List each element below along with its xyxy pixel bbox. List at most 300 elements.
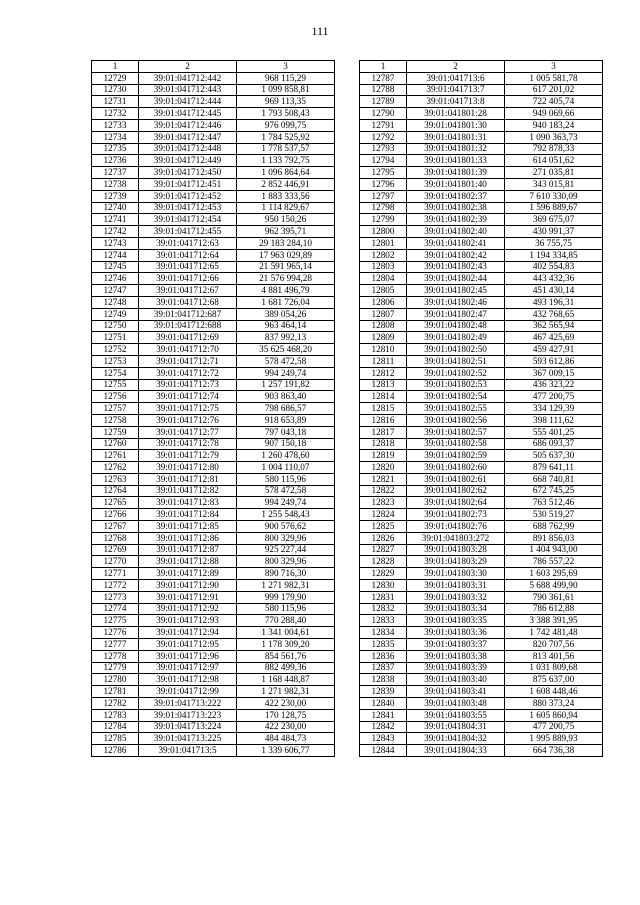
row-number-cell: 12787 xyxy=(360,72,407,84)
cadastral-number-cell: 39:01:041712:71 xyxy=(139,355,237,367)
table-header-row xyxy=(360,61,603,73)
row-number-cell: 12784 xyxy=(92,721,139,733)
cadastral-number-cell: 39:01:041803:37 xyxy=(407,639,505,651)
row-number-cell: 12806 xyxy=(360,296,407,308)
table-row xyxy=(360,131,603,143)
table-row xyxy=(360,426,603,438)
cadastral-value-cell: 7 610 330,09 xyxy=(505,190,603,202)
table-row xyxy=(360,568,603,580)
row-number-cell: 12836 xyxy=(360,650,407,662)
cadastral-value-cell: 1 090 363,73 xyxy=(505,131,603,143)
cadastral-value-cell: 800 329,96 xyxy=(237,532,335,544)
cadastral-number-cell: 39:01:041804:31 xyxy=(407,721,505,733)
table-header-row xyxy=(92,61,335,73)
row-number-cell: 12773 xyxy=(92,591,139,603)
cadastral-number-cell: 39:01:041712:85 xyxy=(139,521,237,533)
cadastral-number-cell: 39:01:041802:73 xyxy=(407,509,505,521)
row-number-cell: 12797 xyxy=(360,190,407,202)
cadastral-value-cell: 664 736,38 xyxy=(505,745,603,757)
cadastral-value-cell: 1 194 334,85 xyxy=(505,249,603,261)
cadastral-number-cell: 39:01:041802:48 xyxy=(407,320,505,332)
cadastral-value-cell: 770 288,40 xyxy=(237,615,335,627)
table-row xyxy=(92,450,335,462)
row-number-cell: 12733 xyxy=(92,119,139,131)
table-row xyxy=(92,698,335,710)
table-row xyxy=(360,367,603,379)
table-row xyxy=(360,662,603,674)
table-row xyxy=(360,580,603,592)
cadastral-number-cell: 39:01:041803:39 xyxy=(407,662,505,674)
cadastral-value-cell: 940 183,24 xyxy=(505,119,603,131)
table-row xyxy=(92,285,335,297)
table-row xyxy=(92,391,335,403)
row-number-cell: 12737 xyxy=(92,167,139,179)
table-row xyxy=(92,178,335,190)
cadastral-value-cell: 820 707,56 xyxy=(505,639,603,651)
table-row xyxy=(360,497,603,509)
cadastral-value-cell: 800 329,96 xyxy=(237,556,335,568)
table-body-left xyxy=(92,72,335,756)
table-row xyxy=(92,544,335,556)
cadastral-value-cell: 1 114 829,67 xyxy=(237,202,335,214)
cadastral-value-cell: 668 740,81 xyxy=(505,473,603,485)
page-number: 111 xyxy=(311,24,329,38)
cadastral-number-cell: 39:01:041712:72 xyxy=(139,367,237,379)
cadastral-value-cell: 903 863,40 xyxy=(237,391,335,403)
cadastral-number-cell: 39:01:041712:450 xyxy=(139,167,237,179)
cadastral-value-cell: 994 249,74 xyxy=(237,497,335,509)
row-number-cell: 12761 xyxy=(92,450,139,462)
cadastral-number-cell: 39:01:041712:67 xyxy=(139,285,237,297)
cadastral-value-cell: 969 113,35 xyxy=(237,96,335,108)
cadastral-value-cell: 1 005 581,78 xyxy=(505,72,603,84)
cadastral-value-cell: 1 099 858,81 xyxy=(237,84,335,96)
cadastral-number-cell: 39:01:041712:69 xyxy=(139,332,237,344)
cadastral-value-cell: 21 591 965,14 xyxy=(237,261,335,273)
cadastral-value-cell: 1 257 191,82 xyxy=(237,379,335,391)
cadastral-number-cell: 39:01:041712:76 xyxy=(139,414,237,426)
cadastral-value-cell: 1 339 606,77 xyxy=(237,745,335,757)
row-number-cell: 12823 xyxy=(360,497,407,509)
row-number-cell: 12814 xyxy=(360,391,407,403)
table-row xyxy=(92,155,335,167)
cadastral-number-cell: 39:01:041803:38 xyxy=(407,650,505,662)
cadastral-value-cell: 918 653,89 xyxy=(237,414,335,426)
cadastral-value-cell: 994 249,74 xyxy=(237,367,335,379)
row-number-cell: 12759 xyxy=(92,426,139,438)
cadastral-value-cell: 451 430,14 xyxy=(505,285,603,297)
row-number-cell: 12749 xyxy=(92,308,139,320)
cadastral-value-cell: 1 404 943,00 xyxy=(505,544,603,556)
table-row xyxy=(92,96,335,108)
row-number-cell: 12781 xyxy=(92,686,139,698)
cadastral-number-cell: 39:01:041712:448 xyxy=(139,143,237,155)
cadastral-value-cell: 1 260 478,60 xyxy=(237,450,335,462)
row-number-cell: 12828 xyxy=(360,556,407,568)
row-number-cell: 12765 xyxy=(92,497,139,509)
cadastral-value-cell: 1 608 448,46 xyxy=(505,686,603,698)
row-number-cell: 12750 xyxy=(92,320,139,332)
table-row xyxy=(92,745,335,757)
row-number-cell: 12790 xyxy=(360,108,407,120)
cadastral-value-cell: 882 499,36 xyxy=(237,662,335,674)
cadastral-value-cell: 976 099,75 xyxy=(237,119,335,131)
cadastral-value-cell: 436 323,22 xyxy=(505,379,603,391)
cadastral-number-cell: 39:01:041712:78 xyxy=(139,438,237,450)
table-row xyxy=(92,249,335,261)
cadastral-number-cell: 39:01:041712:444 xyxy=(139,96,237,108)
row-number-cell: 12741 xyxy=(92,214,139,226)
table-row xyxy=(360,521,603,533)
cadastral-number-cell: 39:01:041802:41 xyxy=(407,237,505,249)
cadastral-value-cell: 798 686,57 xyxy=(237,403,335,415)
table-row xyxy=(92,344,335,356)
row-number-cell: 12751 xyxy=(92,332,139,344)
cadastral-number-cell: 39:01:041801:33 xyxy=(407,155,505,167)
table-row xyxy=(92,332,335,344)
row-number-cell: 12736 xyxy=(92,155,139,167)
cadastral-value-cell: 617 201,02 xyxy=(505,84,603,96)
cadastral-value-cell: 593 612,86 xyxy=(505,355,603,367)
cadastral-value-cell: 5 688 499,90 xyxy=(505,580,603,592)
cadastral-number-cell: 39:01:041713:225 xyxy=(139,733,237,745)
row-number-cell: 12769 xyxy=(92,544,139,556)
row-number-cell: 12839 xyxy=(360,686,407,698)
cadastral-value-cell: 891 856,03 xyxy=(505,532,603,544)
cadastral-number-cell: 39:01:041713:222 xyxy=(139,698,237,710)
cadastral-number-cell: 39:01:041803:41 xyxy=(407,686,505,698)
cadastral-number-cell: 39:01:041713:224 xyxy=(139,721,237,733)
table-row xyxy=(360,603,603,615)
row-number-cell: 12830 xyxy=(360,580,407,592)
table-row xyxy=(92,627,335,639)
table-row xyxy=(92,131,335,143)
cadastral-number-cell: 39:01:041712:73 xyxy=(139,379,237,391)
cadastral-value-cell: 367 009,15 xyxy=(505,367,603,379)
row-number-cell: 12835 xyxy=(360,639,407,651)
cadastral-value-cell: 949 069,66 xyxy=(505,108,603,120)
cadastral-value-cell: 389 054,26 xyxy=(237,308,335,320)
row-number-cell: 12804 xyxy=(360,273,407,285)
cadastral-number-cell: 39:01:041712:80 xyxy=(139,462,237,474)
row-number-cell: 12805 xyxy=(360,285,407,297)
table-row xyxy=(92,603,335,615)
row-number-cell: 12739 xyxy=(92,190,139,202)
cadastral-number-cell: 39:01:041712:82 xyxy=(139,485,237,497)
cadastral-value-cell: 1 742 481,48 xyxy=(505,627,603,639)
row-number-cell: 12833 xyxy=(360,615,407,627)
cadastral-number-cell: 39:01:041712:98 xyxy=(139,674,237,686)
table-row xyxy=(360,591,603,603)
cadastral-value-cell: 999 179,90 xyxy=(237,591,335,603)
table-row xyxy=(92,190,335,202)
cadastral-value-cell: 900 576,62 xyxy=(237,521,335,533)
table-row xyxy=(92,214,335,226)
row-number-cell: 12842 xyxy=(360,721,407,733)
table-row xyxy=(92,308,335,320)
cadastral-number-cell: 39:01:041712:442 xyxy=(139,72,237,84)
row-number-cell: 12792 xyxy=(360,131,407,143)
table-row xyxy=(360,485,603,497)
cadastral-number-cell: 39:01:041802:49 xyxy=(407,332,505,344)
row-number-cell: 12755 xyxy=(92,379,139,391)
cadastral-number-cell: 39:01:041712:66 xyxy=(139,273,237,285)
row-number-cell: 12810 xyxy=(360,344,407,356)
cadastral-number-cell: 39:01:041803:32 xyxy=(407,591,505,603)
cadastral-value-cell: 580 115,96 xyxy=(237,473,335,485)
cadastral-value-cell: 1 004 110,07 xyxy=(237,462,335,474)
row-number-cell: 12748 xyxy=(92,296,139,308)
cadastral-number-cell: 39:01:041712:87 xyxy=(139,544,237,556)
cadastral-number-cell: 39:01:041713:7 xyxy=(407,84,505,96)
table-row xyxy=(360,438,603,450)
table-row xyxy=(92,367,335,379)
table-row xyxy=(92,639,335,651)
cadastral-value-cell: 530 519,27 xyxy=(505,509,603,521)
cadastral-number-cell: 39:01:041712:453 xyxy=(139,202,237,214)
cadastral-number-cell: 39:01:041712:445 xyxy=(139,108,237,120)
cadastral-number-cell: 39:01:041801:39 xyxy=(407,167,505,179)
cadastral-number-cell: 39:01:041712:94 xyxy=(139,627,237,639)
cadastral-value-cell: 792 878,33 xyxy=(505,143,603,155)
cadastral-number-cell: 39:01:041712:89 xyxy=(139,568,237,580)
row-number-cell: 12800 xyxy=(360,226,407,238)
cadastral-number-cell: 39:01:041712:74 xyxy=(139,391,237,403)
row-number-cell: 12775 xyxy=(92,615,139,627)
row-number-cell: 12734 xyxy=(92,131,139,143)
table-row xyxy=(92,438,335,450)
table-row xyxy=(92,580,335,592)
table-row xyxy=(360,308,603,320)
cadastral-number-cell: 39:01:041803:48 xyxy=(407,698,505,710)
row-number-cell: 12799 xyxy=(360,214,407,226)
cadastral-number-cell: 39:01:041712:97 xyxy=(139,662,237,674)
table-row xyxy=(360,403,603,415)
cadastral-value-cell: 813 401,56 xyxy=(505,650,603,662)
cadastral-number-cell: 39:01:041712:88 xyxy=(139,556,237,568)
cadastral-number-cell: 39:01:041802:59 xyxy=(407,450,505,462)
cadastral-value-cell: 369 675,07 xyxy=(505,214,603,226)
cadastral-number-cell: 39:01:041802:40 xyxy=(407,226,505,238)
row-number-cell: 12771 xyxy=(92,568,139,580)
row-number-cell: 12754 xyxy=(92,367,139,379)
row-number-cell: 12743 xyxy=(92,237,139,249)
cadastral-number-cell: 39:01:041712:70 xyxy=(139,344,237,356)
cadastral-value-cell: 880 373,24 xyxy=(505,698,603,710)
cadastral-value-cell: 334 129,39 xyxy=(505,403,603,415)
table-row xyxy=(92,296,335,308)
cadastral-number-cell: 39:01:041802:76 xyxy=(407,521,505,533)
cadastral-value-cell: 763 512,46 xyxy=(505,497,603,509)
row-number-cell: 12745 xyxy=(92,261,139,273)
cadastral-number-cell: 39:01:041712:452 xyxy=(139,190,237,202)
column-header-value: 3 xyxy=(237,61,335,73)
cadastral-number-cell: 39:01:041802:43 xyxy=(407,261,505,273)
cadastral-value-cell: 484 484,73 xyxy=(237,733,335,745)
table-row xyxy=(360,344,603,356)
cadastral-value-cell: 1 883 333,56 xyxy=(237,190,335,202)
row-number-cell: 12742 xyxy=(92,226,139,238)
row-number-cell: 12731 xyxy=(92,96,139,108)
table-row xyxy=(92,462,335,474)
row-number-cell: 12786 xyxy=(92,745,139,757)
row-number-cell: 12772 xyxy=(92,580,139,592)
table-row xyxy=(92,674,335,686)
row-number-cell: 12732 xyxy=(92,108,139,120)
table-row xyxy=(92,320,335,332)
cadastral-number-cell: 39:01:041712:93 xyxy=(139,615,237,627)
table-row xyxy=(360,178,603,190)
cadastral-number-cell: 39:01:041712:446 xyxy=(139,119,237,131)
row-number-cell: 12756 xyxy=(92,391,139,403)
cadastral-number-cell: 39:01:041804:33 xyxy=(407,745,505,757)
cadastral-value-cell: 35 625 468,20 xyxy=(237,344,335,356)
table-row xyxy=(360,709,603,721)
cadastral-value-cell: 362 565,94 xyxy=(505,320,603,332)
table-row xyxy=(360,379,603,391)
cadastral-value-cell: 459 427,91 xyxy=(505,344,603,356)
cadastral-number-cell: 39:01:041802:47 xyxy=(407,308,505,320)
cadastral-value-cell: 422 230,00 xyxy=(237,721,335,733)
cadastral-value-cell: 2 852 446,91 xyxy=(237,178,335,190)
row-number-cell: 12789 xyxy=(360,96,407,108)
row-number-cell: 12827 xyxy=(360,544,407,556)
row-number-cell: 12738 xyxy=(92,178,139,190)
table-row xyxy=(360,190,603,202)
row-number-cell: 12785 xyxy=(92,733,139,745)
cadastral-value-cell: 555 401,25 xyxy=(505,426,603,438)
cadastral-number-cell: 39:01:041712:451 xyxy=(139,178,237,190)
register-table-left xyxy=(91,60,335,757)
row-number-cell: 12807 xyxy=(360,308,407,320)
row-number-cell: 12811 xyxy=(360,355,407,367)
cadastral-value-cell: 688 762,99 xyxy=(505,521,603,533)
row-number-cell: 12802 xyxy=(360,249,407,261)
row-number-cell: 12824 xyxy=(360,509,407,521)
cadastral-value-cell: 430 991,37 xyxy=(505,226,603,238)
row-number-cell: 12740 xyxy=(92,202,139,214)
row-number-cell: 12746 xyxy=(92,273,139,285)
row-number-cell: 12791 xyxy=(360,119,407,131)
cadastral-number-cell: 39:01:041803:28 xyxy=(407,544,505,556)
table-row xyxy=(360,214,603,226)
row-number-cell: 12753 xyxy=(92,355,139,367)
cadastral-number-cell: 39:01:041802:52 xyxy=(407,367,505,379)
row-number-cell: 12832 xyxy=(360,603,407,615)
row-number-cell: 12735 xyxy=(92,143,139,155)
cadastral-value-cell: 1 133 792,75 xyxy=(237,155,335,167)
row-number-cell: 12778 xyxy=(92,650,139,662)
row-number-cell: 12825 xyxy=(360,521,407,533)
table-row xyxy=(92,379,335,391)
cadastral-value-cell: 493 196,31 xyxy=(505,296,603,308)
cadastral-number-cell: 39:01:041803:29 xyxy=(407,556,505,568)
cadastral-value-cell: 950 150,26 xyxy=(237,214,335,226)
row-number-cell: 12780 xyxy=(92,674,139,686)
table-row xyxy=(360,119,603,131)
row-number-cell: 12816 xyxy=(360,414,407,426)
table-row xyxy=(92,709,335,721)
cadastral-number-cell: 39:01:041712:91 xyxy=(139,591,237,603)
cadastral-value-cell: 722 405,74 xyxy=(505,96,603,108)
row-number-cell: 12826 xyxy=(360,532,407,544)
cadastral-value-cell: 1 341 004,61 xyxy=(237,627,335,639)
row-number-cell: 12829 xyxy=(360,568,407,580)
cadastral-number-cell: 39:01:041712:75 xyxy=(139,403,237,415)
cadastral-number-cell: 39:01:041801:31 xyxy=(407,131,505,143)
table-row xyxy=(360,96,603,108)
row-number-cell: 12794 xyxy=(360,155,407,167)
cadastral-value-cell: 962 395,71 xyxy=(237,226,335,238)
cadastral-value-cell: 398 111,62 xyxy=(505,414,603,426)
cadastral-value-cell: 790 361,61 xyxy=(505,591,603,603)
row-number-cell: 12801 xyxy=(360,237,407,249)
table-row xyxy=(92,556,335,568)
cadastral-number-cell: 39:01:041712:96 xyxy=(139,650,237,662)
cadastral-value-cell: 170 128,75 xyxy=(237,709,335,721)
table-row xyxy=(360,473,603,485)
row-number-cell: 12788 xyxy=(360,84,407,96)
cadastral-number-cell: 39:01:041712:449 xyxy=(139,155,237,167)
cadastral-number-cell: 39:01:041713:8 xyxy=(407,96,505,108)
row-number-cell: 12843 xyxy=(360,733,407,745)
cadastral-number-cell: 39:01:041802:56 xyxy=(407,414,505,426)
table-row xyxy=(360,320,603,332)
cadastral-value-cell: 477 200,75 xyxy=(505,391,603,403)
cadastral-number-cell: 39:01:041802:53 xyxy=(407,379,505,391)
cadastral-number-cell: 39:01:041802:45 xyxy=(407,285,505,297)
table-row xyxy=(92,662,335,674)
row-number-cell: 12837 xyxy=(360,662,407,674)
cadastral-value-cell: 578 472,58 xyxy=(237,355,335,367)
cadastral-number-cell: 39:01:041802:39 xyxy=(407,214,505,226)
column-header-value: 3 xyxy=(505,61,603,73)
table-row xyxy=(360,650,603,662)
cadastral-number-cell: 39:01:041803:36 xyxy=(407,627,505,639)
cadastral-number-cell: 39:01:041712:443 xyxy=(139,84,237,96)
table-row xyxy=(360,721,603,733)
cadastral-number-cell: 39:01:041802:50 xyxy=(407,344,505,356)
table-row xyxy=(360,391,603,403)
cadastral-number-cell: 39:01:041712:95 xyxy=(139,639,237,651)
cadastral-number-cell: 39:01:041803:272 xyxy=(407,532,505,544)
cadastral-number-cell: 39:01:041712:77 xyxy=(139,426,237,438)
cadastral-value-cell: 1 605 860,94 xyxy=(505,709,603,721)
cadastral-value-cell: 890 716,30 xyxy=(237,568,335,580)
cadastral-value-cell: 925 227,44 xyxy=(237,544,335,556)
cadastral-value-cell: 578 472,58 xyxy=(237,485,335,497)
table-row xyxy=(92,497,335,509)
row-number-cell: 12831 xyxy=(360,591,407,603)
cadastral-number-cell: 39:01:041802:37 xyxy=(407,190,505,202)
row-number-cell: 12747 xyxy=(92,285,139,297)
table-row xyxy=(92,733,335,745)
cadastral-number-cell: 39:01:041712:86 xyxy=(139,532,237,544)
cadastral-value-cell: 443 432,36 xyxy=(505,273,603,285)
row-number-cell: 12758 xyxy=(92,414,139,426)
cadastral-value-cell: 36 755,75 xyxy=(505,237,603,249)
table-row xyxy=(360,450,603,462)
cadastral-value-cell: 1 603 295,69 xyxy=(505,568,603,580)
table-body-right xyxy=(360,72,603,756)
cadastral-value-cell: 505 637,30 xyxy=(505,450,603,462)
cadastral-number-cell: 39:01:041801:40 xyxy=(407,178,505,190)
row-number-cell: 12777 xyxy=(92,639,139,651)
table-row xyxy=(360,745,603,757)
cadastral-value-cell: 3 388 391,95 xyxy=(505,615,603,627)
cadastral-value-cell: 797 043,18 xyxy=(237,426,335,438)
table-row xyxy=(92,686,335,698)
